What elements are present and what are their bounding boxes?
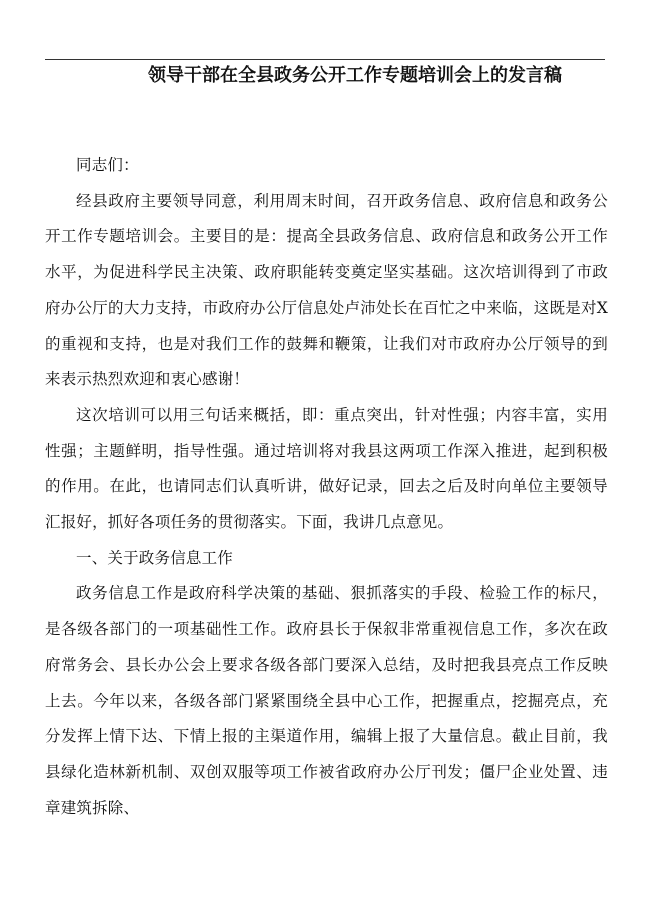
header-rule: [45, 59, 605, 60]
paragraph-intro: 经县政府主要领导同意，利用周末时间，召开政务信息、政府信息和政务公开工作专题培训会。主要目的是：提高全县政务信息、政府信息和政务公开工作水平，为促进科学民主决策、政府职能转变奠定坚实基础。这次培训得到了市政府办公厅的大力支持，市政府办公厅信息处卢沛处长在百忙之中来临，这既是对X的重视和支持，也是对我们工作的鼓舞和鞭策，让我们对市政府办公厅领导的到来表示热烈欢迎和衷心感谢！: [45, 191, 608, 389]
paragraph-summary: 这次培训可以用三句话来概括，即：重点突出，针对性强；内容丰富，实用性强；主题鲜明，指导性强。通过培训将对我县这两项工作深入推进，起到积极的作用。在此，也请同志们认真听讲，做好记录，回去之后及时向单位主要领导汇报好，抓好各项任务的贯彻落实。下面，我讲几点意见。: [45, 405, 608, 532]
section-heading-1: 一、关于政务信息工作: [76, 548, 234, 567]
document-title: 领导干部在全县政务公开工作专题培训会上的发言稿: [148, 65, 562, 86]
document-body: [45, 148, 608, 826]
salutation: 同志们：: [76, 156, 139, 174]
paragraph-section-1: 政务信息工作是政府科学决策的基础、狠抓落实的手段、检验工作的标尺，是各级各部门的一项基础性工作。政府县长于保叙非常重视信息工作，多次在政府常务会、县长办公会上要求各级各部门要深入总结，及时把我县亮点工作反映上去。今年以来，各级各部门紧紧围绕全县中心工作，把握重点，挖掘亮点，充分发挥上情下达、下情上报的主渠道作用，编辑上报了大量信息。截止目前，我县绿化造林新机制、双创双服等项工作被省政府办公厅刊发；僵尸企业处置、违章建筑拆除、: [45, 584, 608, 817]
